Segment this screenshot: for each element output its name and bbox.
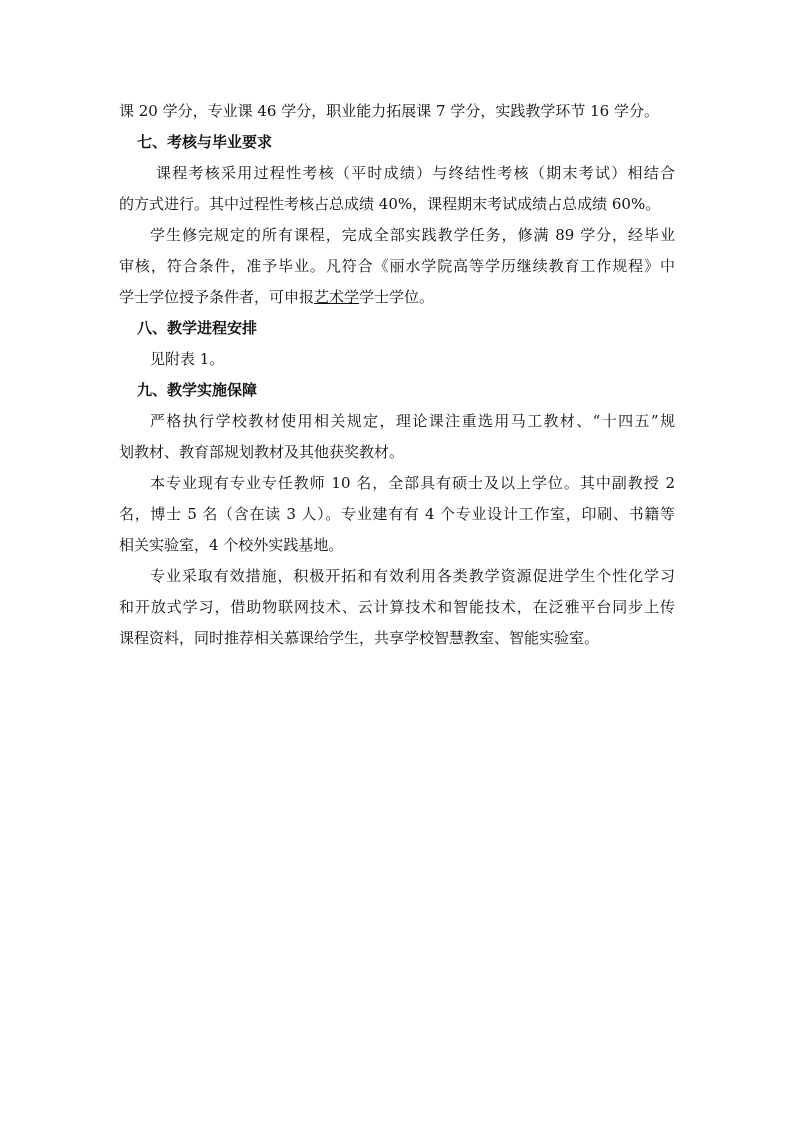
paragraph-schedule-line: 见附表 1。 [150, 350, 225, 368]
document-body [119, 96, 675, 654]
paragraph-graduation-line-2: 审核，符合条件，准予毕业。凡符合《丽水学院高等学历继续教育工作规程》中 [119, 257, 675, 275]
paragraph-resources-line-1: 专业采取有效措施，积极开拓和有效利用各类教学资源促进学生个性化学习 [150, 567, 675, 585]
paragraph-faculty-line-3: 相关实验室，4 个校外实践基地。 [119, 536, 344, 554]
paragraph-graduation-line-1: 学生修完规定的所有课程，完成全部实践教学任务，修满 89 学分，经毕业 [150, 226, 675, 244]
paragraph-faculty-line-1: 本专业现有专业专任教师 10 名，全部具有硕士及以上学位。其中副教授 2 [150, 474, 675, 492]
paragraph-faculty-line-2: 名，博士 5 名（含在读 3 人）。专业建有有 4 个专业设计工作室，印刷、书籍等 [119, 505, 675, 523]
paragraph-assessment-line-1: 课程考核采用过程性考核（平时成绩）与终结性考核（期末考试）相结合 [156, 164, 675, 182]
paragraph-assessment-line-2: 的方式进行。其中过程性考核占总成绩 40%，课程期末考试成绩占总成绩 60%。 [119, 195, 661, 213]
paragraph-textbooks-line-2: 划教材、教育部规划教材及其他获奖教材。 [119, 443, 405, 461]
paragraph-resources-line-2: 和开放式学习，借助物联网技术、云计算技术和智能技术，在泛雅平台同步上传 [119, 598, 675, 616]
paragraph-resources-line-3: 课程资料，同时推荐相关慕课给学生，共享学校智慧教室、智能实验室。 [119, 629, 600, 647]
paragraph-graduation-line-3 [119, 282, 675, 313]
paragraph-textbooks-line-1: 严格执行学校教材使用相关规定，理论课注重选用马工教材、“十四五”规 [150, 412, 675, 430]
degree-text-suffix: 学士学位。 [359, 288, 435, 306]
degree-field-underlined: 艺术学 [314, 288, 360, 306]
degree-text-prefix: 学士学位授予条件者，可申报 [119, 288, 315, 306]
section-heading-schedule: 八、教学进程安排 [137, 319, 258, 337]
paragraph-credits-line: 课 20 学分，专业课 46 学分，职业能力拓展课 7 学分，实践教学环节 16 学分。 [119, 102, 659, 120]
section-heading-assessment: 七、考核与毕业要求 [137, 133, 273, 151]
section-heading-guarantee: 九、教学实施保障 [137, 381, 258, 399]
